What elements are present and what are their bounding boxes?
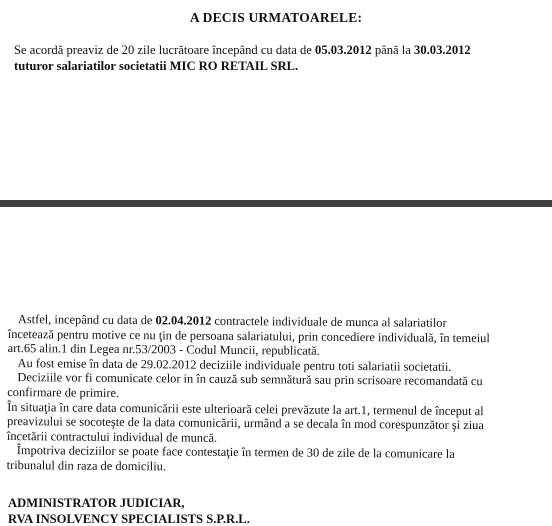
body-line: Astfel, incepând cu data de 02.04.2012 contractele individuale de munca al salariatilor bbox=[17, 312, 447, 330]
decision-body bbox=[7, 312, 548, 477]
scan-divider-bar bbox=[0, 200, 552, 207]
body-line: confirmare de primire. bbox=[7, 384, 120, 400]
decision-heading: A DECIS URMATOARELE: bbox=[189, 10, 363, 25]
notice-line-2: tuturor salariatilor societatii MIC RO RETAIL SRL. bbox=[14, 59, 299, 73]
body-line: art.65 alin.1 din Legea nr.53/2003 - Codul Muncii, republicată. bbox=[7, 341, 320, 358]
start-date: 05.03.2012 bbox=[315, 43, 372, 57]
notice-text: Se acordă preaviz de 20 zile lucrătoare începând cu data de bbox=[14, 43, 312, 57]
signature-company: RVA INSOLVENCY SPECIALISTS S.P.R.L. bbox=[8, 512, 250, 523]
body-line: tribunalul din raza de domiciliu. bbox=[6, 457, 167, 474]
body-line: încetării contractului individual de muncă. bbox=[6, 428, 218, 445]
notice-line-1 bbox=[14, 42, 544, 58]
body-line: Împotriva deciziilor se poate face contestaţie în termen de 30 de zile de la comunicare la bbox=[16, 443, 455, 462]
body-line: Au fost emise în data de 29.02.2012 deciziile individuale pentru toti salariatii societatii. bbox=[17, 355, 452, 374]
termination-date: 02.04.2012 bbox=[155, 313, 212, 328]
signature-title: ADMINISTRATOR JUDICIAR, bbox=[8, 496, 185, 510]
end-date: 30.03.2012 bbox=[414, 43, 471, 57]
notice-paragraph bbox=[14, 42, 544, 74]
body-line: În situaţia în care data comunicării este ulterioară celei prevăzute la art.1, termenul de început al bbox=[7, 399, 484, 418]
notice-text-until: până la bbox=[374, 43, 411, 57]
body-line: încetează pentru motive ce nu ţin de persoana salariatului, prin concediere individuală, în temeiul bbox=[7, 326, 490, 345]
body-line: Deciziile vor fi comunicate celor in în cauză sub semnătură sau prin scrisoare recomandată cu bbox=[17, 370, 483, 389]
body-line: preavizului se socoteşte de la data comunicării, urmând a se decala în mod corespunzător şi ziua bbox=[6, 414, 484, 433]
